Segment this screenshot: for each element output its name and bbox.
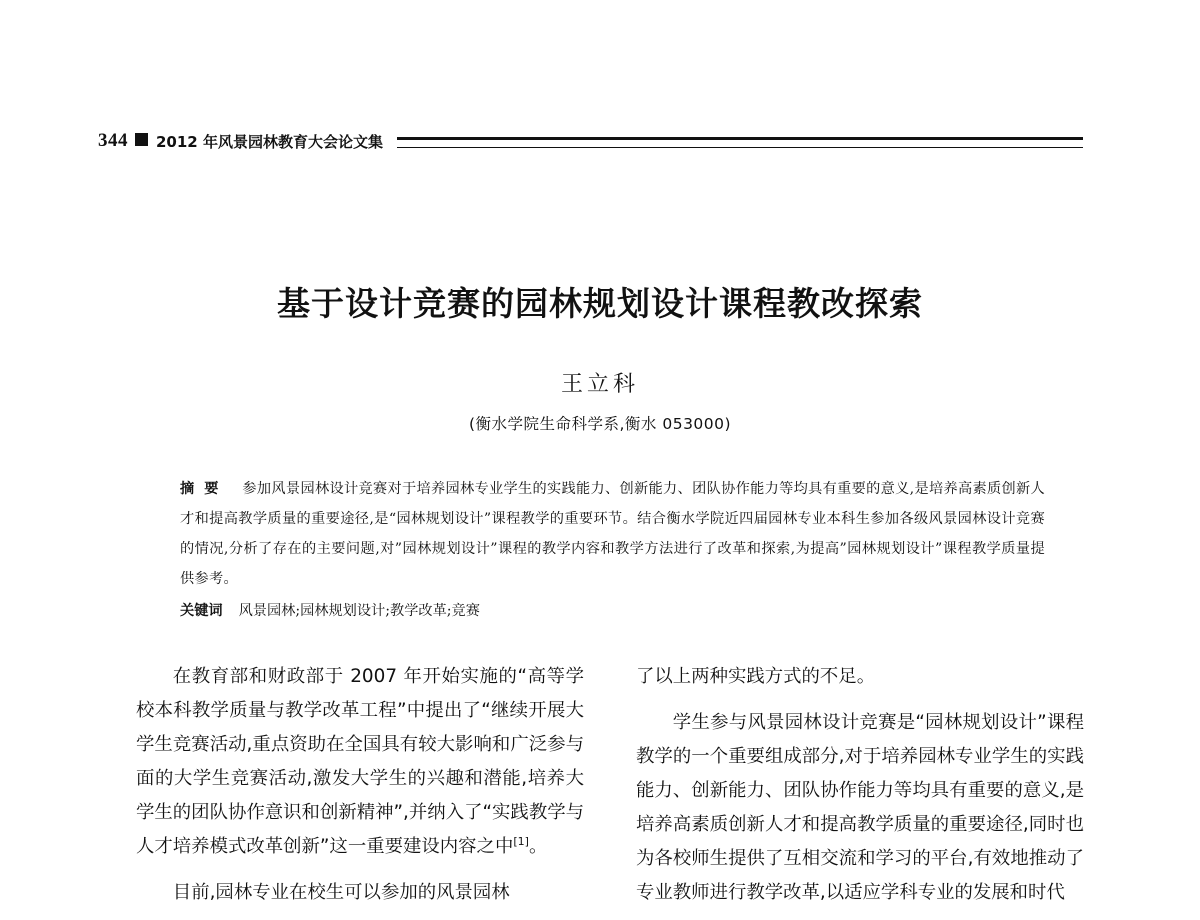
body-paragraph: 目前,园林专业在校生可以参加的风景园林: [172, 882, 510, 903]
header-rule: [397, 137, 1083, 148]
author-affiliation: (衡水学院生命科学系,衡水 053000): [468, 415, 732, 433]
body-column-right: [636, 660, 1084, 910]
body-paragraph: 学生参与风景园林设计竞赛是“园林规划设计”课程教学的一个重要组成部分,对于培养园林专业学生的实践能力、创新能力、团队协作能力等均具有重要的意义,是培养高素质创新人才和提高教学质量的重要途径,同时也为各校师生提供了互相交流和学习的平台,有效地推动了专业教师进行教学改革,以适应学科专业的发展和时代: [636, 712, 1084, 903]
header-block-icon: [135, 133, 148, 150]
keywords-label: 关键词: [180, 603, 223, 619]
abstract-label: 摘要: [180, 481, 229, 497]
body-column-left: [136, 660, 584, 910]
author-name: 王立科: [560, 372, 639, 397]
journal-name: 2012 年风景园林教育大会论文集: [156, 132, 383, 151]
citation-reference: [1]: [513, 835, 529, 848]
page-number: 344: [98, 130, 128, 151]
keywords-text: 风景园林;园林规划设计;教学改革;竞赛: [238, 603, 480, 619]
body-paragraph-text: 在教育部和财政部于 2007 年开始实施的“高等学校本科教学质量与教学改革工程”中提出了“继续开展大学生竞赛活动,重点资助在全国具有较大影响和广泛参与面的大学生竞赛活动,激发大学生的兴趣和潜能,培养大学生的团队协作意识和创新精神”,并纳入了“实践教学与人才培养模式改革创新”这一重要建设内容之中: [136, 666, 584, 857]
body-paragraph-end: 。: [528, 836, 548, 857]
abstract: [180, 474, 1045, 594]
running-header: [98, 128, 1083, 154]
keywords: [180, 596, 1045, 626]
body-paragraph: [136, 660, 584, 864]
paper-title: 基于设计竞赛的园林规划设计课程教改探索: [277, 284, 923, 323]
body-paragraph-continued: 了以上两种实践方式的不足。: [636, 666, 876, 687]
abstract-text: 参加风景园林设计竞赛对于培养园林专业学生的实践能力、创新能力、团队协作能力等均具有重要的意义,是培养高素质创新人才和提高教学质量的重要途径,是“园林规划设计”课程教学的重要环节。结合衡水学院近四届园林专业本科生参加各级风景园林设计竞赛的情况,分析了存在的主要问题,对”园林规划设计”课程的教学内容和教学方法进行了改革和探索,为提高”园林规划设计”课程教学质量提供参考。: [180, 481, 1045, 587]
